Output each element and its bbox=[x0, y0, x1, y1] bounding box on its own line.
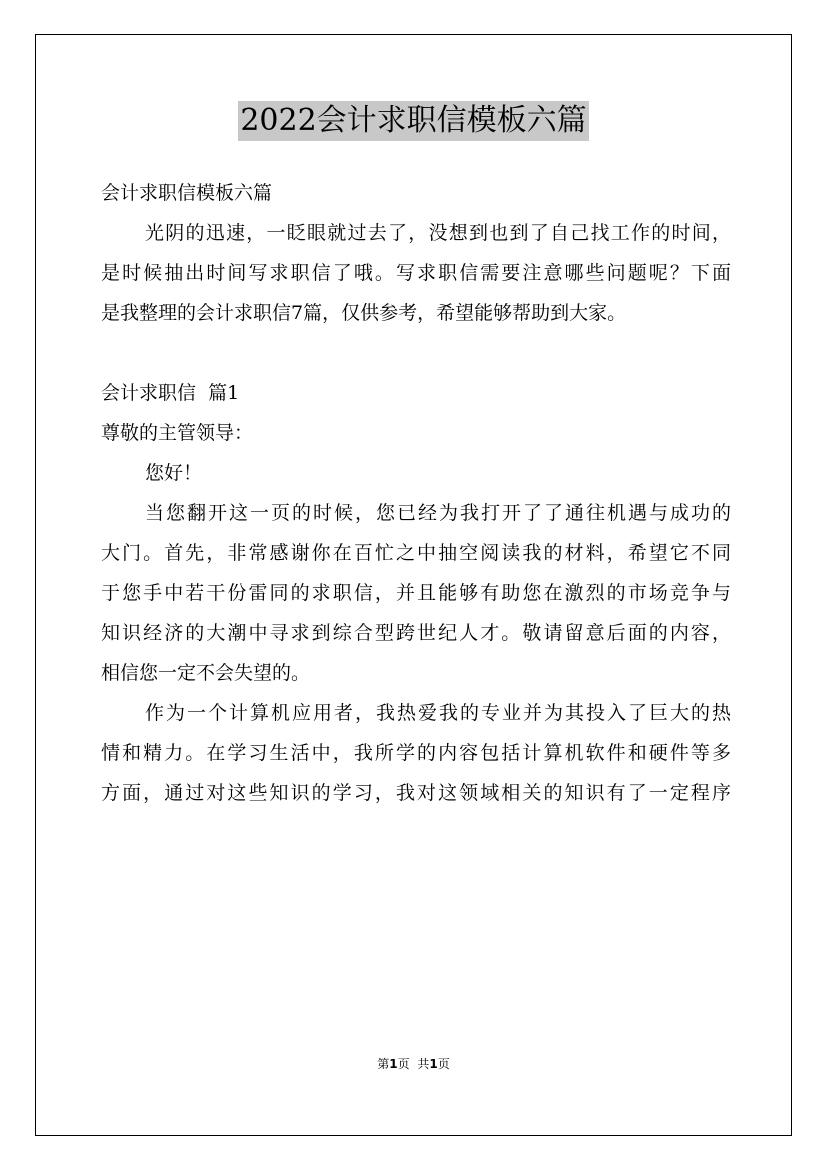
footer-page-label: 页 bbox=[397, 1057, 410, 1071]
page-footer bbox=[0, 1056, 827, 1072]
title-container bbox=[0, 101, 827, 141]
paragraph-line: 作为一个计算机应用者，我热爱我的专业并为其投入了巨大的热 bbox=[145, 702, 731, 724]
salutation: 尊敬的主管领导： bbox=[101, 422, 254, 444]
footer-total-pages: 1 bbox=[429, 1057, 438, 1071]
greeting: 您好！ bbox=[145, 462, 203, 484]
footer-total-label: 页 bbox=[437, 1057, 450, 1071]
spacer bbox=[101, 333, 731, 373]
intro-line: 是我整理的会计求职信7篇，仅供参考，希望能够帮助到大家。 bbox=[101, 302, 627, 324]
paragraph-line: 当您翻开这一页的时候，您已经为我打开了了通往机遇与成功的 bbox=[145, 502, 731, 524]
paragraph-line: 相信您一定不会失望的。 bbox=[101, 662, 311, 684]
paragraph-line: 情和精力。在学习生活中，我所学的内容包括计算机软件和硬件等多 bbox=[101, 742, 731, 764]
footer-page-number: 1 bbox=[389, 1057, 398, 1071]
paragraph-line: 于您手中若干份雷同的求职信，并且能够有助您在激烈的市场竞争与 bbox=[101, 582, 731, 604]
footer-page-prefix: 第 bbox=[377, 1057, 390, 1071]
document-body bbox=[101, 173, 731, 813]
section-heading: 会计求职信 篇1 bbox=[101, 382, 240, 404]
intro-line: 光阴的迅速，一眨眼就过去了，没想到也到了自己找工作的时间， bbox=[145, 222, 731, 244]
document-title: 2022会计求职信模板六篇 bbox=[238, 101, 588, 141]
intro-line: 是时候抽出时间写求职信了哦。写求职信需要注意哪些问题呢？下面 bbox=[101, 262, 731, 284]
paragraph-line: 知识经济的大潮中寻求到综合型跨世纪人才。敬请留意后面的内容， bbox=[101, 622, 731, 644]
intro-heading: 会计求职信模板六篇 bbox=[101, 182, 273, 204]
paragraph-line: 方面，通过对这些知识的学习，我对这领域相关的知识有了一定程序 bbox=[101, 782, 731, 804]
paragraph-line: 大门。首先，非常感谢你在百忙之中抽空阅读我的材料，希望它不同 bbox=[101, 542, 731, 564]
footer-total-prefix: 共 bbox=[417, 1057, 430, 1071]
